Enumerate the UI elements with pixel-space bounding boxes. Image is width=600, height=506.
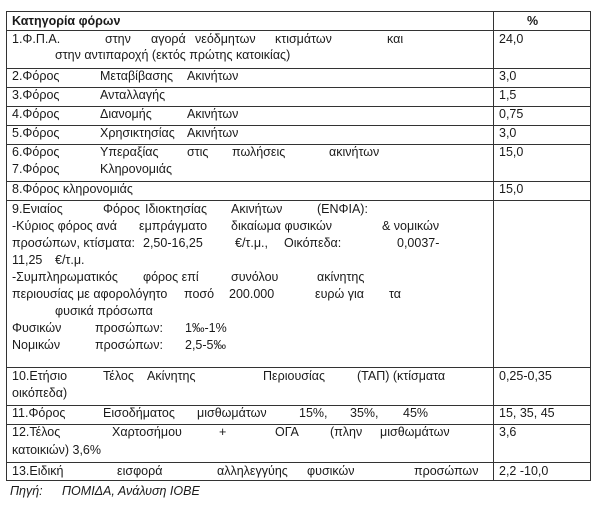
cell-text: ακινήτων — [329, 145, 380, 159]
cell-text: 10.Ετήσιο — [12, 369, 68, 383]
cell-text: οικόπεδα) — [12, 386, 68, 400]
cell-text: Ακινήτων — [231, 202, 283, 216]
row-divider — [7, 462, 590, 463]
cell-text: Ακίνητης — [147, 369, 196, 383]
cell-text: (ΕΝΦΙΑ): — [317, 202, 368, 216]
cell-text: 8.Φόρος κληρονομιάς — [12, 182, 133, 196]
cell-text: 35%, — [350, 406, 379, 420]
cell-text: Εισοδήματος — [103, 406, 175, 420]
cell-text: Ακινήτων — [187, 69, 239, 83]
cell-text: 200.000 — [229, 287, 275, 301]
cell-text: 2,5-5‰ — [185, 338, 226, 352]
cell-text: φυσικών — [307, 464, 355, 478]
cell-text: Ακινήτων — [187, 126, 239, 140]
percent-value: 2,2 -10,0 — [499, 464, 549, 478]
cell-text: ΟΓΑ — [275, 425, 299, 439]
cell-text: €/τ.μ., — [235, 236, 268, 250]
percent-value: 3,0 — [499, 69, 517, 83]
cell-text: Υπεραξίας — [100, 145, 159, 159]
cell-text: Χαρτοσήμου — [112, 425, 182, 439]
cell-text: ακίνητης — [317, 270, 365, 284]
cell-text: εμπράγματο — [139, 219, 208, 233]
cell-text: Ακινήτων — [187, 107, 239, 121]
row-divider — [7, 367, 590, 368]
percent-value: 15, 35, 45 — [499, 406, 555, 420]
cell-text: 11.Φόρος — [12, 406, 66, 420]
cell-text: αλληλεγγύης — [217, 464, 288, 478]
cell-text: προσώπων: — [95, 321, 163, 335]
row-divider — [7, 200, 590, 201]
cell-text: στην — [105, 32, 131, 46]
cell-text: Μεταβίβασης — [100, 69, 174, 83]
cell-text: στην αντιπαροχή (εκτός πρώτης κατοικίας) — [55, 48, 291, 62]
percent-value: 1,5 — [499, 88, 517, 102]
cell-text: Χρησικτησίας — [100, 126, 175, 140]
cell-text: (πλην — [330, 425, 363, 439]
percent-value: 15,0 — [499, 145, 524, 159]
cell-text: εισφορά — [117, 464, 163, 478]
cell-text: προσώπων, κτίσματα: — [12, 236, 135, 250]
row-divider — [7, 30, 590, 31]
cell-text: 5.Φόρος — [12, 126, 60, 140]
cell-text: 6.Φόρος — [12, 145, 60, 159]
cell-text: 2,50-16,25 — [143, 236, 203, 250]
cell-text: 3.Φόρος — [12, 88, 60, 102]
cell-text: φόρος επί — [143, 270, 199, 284]
cell-text: ευρώ για — [315, 287, 365, 301]
percent-value: 0,75 — [499, 107, 524, 121]
cell-text: δικαίωμα φυσικών — [231, 219, 333, 233]
cell-text: Κληρονομιάς — [100, 162, 173, 176]
cell-text: περιουσίας με αφορολόγητο — [12, 287, 168, 301]
cell-text: (ΤΑΠ) (κτίσματα — [357, 369, 446, 383]
cell-text: προσώπων — [414, 464, 479, 478]
cell-text: τα — [389, 287, 401, 301]
cell-text: 1.Φ.Π.Α. — [12, 32, 61, 46]
cell-text: 1‰-1% — [185, 321, 227, 335]
cell-text: 11,25 — [12, 253, 43, 267]
cell-text: 9.Ενιαίος — [12, 202, 63, 216]
cell-text: Νομικών — [12, 338, 61, 352]
percent-value: 3,6 — [499, 425, 517, 439]
cell-text: 4.Φόρος — [12, 107, 60, 121]
cell-text: Διανομής — [100, 107, 152, 121]
cell-text: και — [387, 32, 404, 46]
cell-text: Ανταλλαγής — [100, 88, 166, 102]
cell-text: Φόρος — [103, 202, 141, 216]
cell-text: φυσικά πρόσωπα — [55, 304, 153, 318]
cell-text: 13.Ειδική — [12, 464, 64, 478]
header-category: Κατηγορία φόρων — [12, 14, 121, 28]
cell-text: -Κύριος φόρος ανά — [12, 219, 117, 233]
cell-text: €/τ.μ. — [55, 253, 85, 267]
cell-text: νεόδμητων — [195, 32, 256, 46]
percent-value: 0,25-0,35 — [499, 369, 552, 383]
source-text: ΠΟΜΙΔΑ, Ανάλυση ΙΟΒΕ — [62, 484, 200, 498]
cell-text: προσώπων: — [95, 338, 163, 352]
cell-text: 7.Φόρος — [12, 162, 60, 176]
cell-text: κατοικιών) 3,6% — [12, 443, 101, 457]
percent-value: 15,0 — [499, 182, 524, 196]
cell-text: 45% — [403, 406, 429, 420]
source-label: Πηγή: — [10, 484, 43, 498]
cell-text: Οικόπεδα: — [284, 236, 342, 250]
cell-text: 0,0037- — [397, 236, 440, 250]
cell-text: αγορά — [151, 32, 186, 46]
cell-text: 2.Φόρος — [12, 69, 60, 83]
percent-value: 3,0 — [499, 126, 517, 140]
cell-text: Φυσικών — [12, 321, 62, 335]
column-divider — [493, 12, 494, 480]
cell-text: -Συμπληρωματικός — [12, 270, 118, 284]
cell-text: + — [219, 425, 227, 439]
cell-text: Ιδιοκτησίας — [145, 202, 208, 216]
cell-text: κτισμάτων — [275, 32, 332, 46]
cell-text: Περιουσίας — [263, 369, 326, 383]
cell-text: ποσό — [184, 287, 215, 301]
header-percent: % — [527, 14, 539, 28]
cell-text: μισθωμάτων — [380, 425, 450, 439]
tax-table — [6, 11, 591, 481]
cell-text: πωλήσεις — [232, 145, 286, 159]
percent-value: 24,0 — [499, 32, 524, 46]
cell-text: 15%, — [299, 406, 328, 420]
cell-text: Τέλος — [103, 369, 134, 383]
cell-text: 12.Τέλος — [12, 425, 61, 439]
cell-text: συνόλου — [231, 270, 279, 284]
cell-text: μισθωμάτων — [197, 406, 267, 420]
cell-text: στις — [187, 145, 209, 159]
cell-text: & νομικών — [382, 219, 440, 233]
